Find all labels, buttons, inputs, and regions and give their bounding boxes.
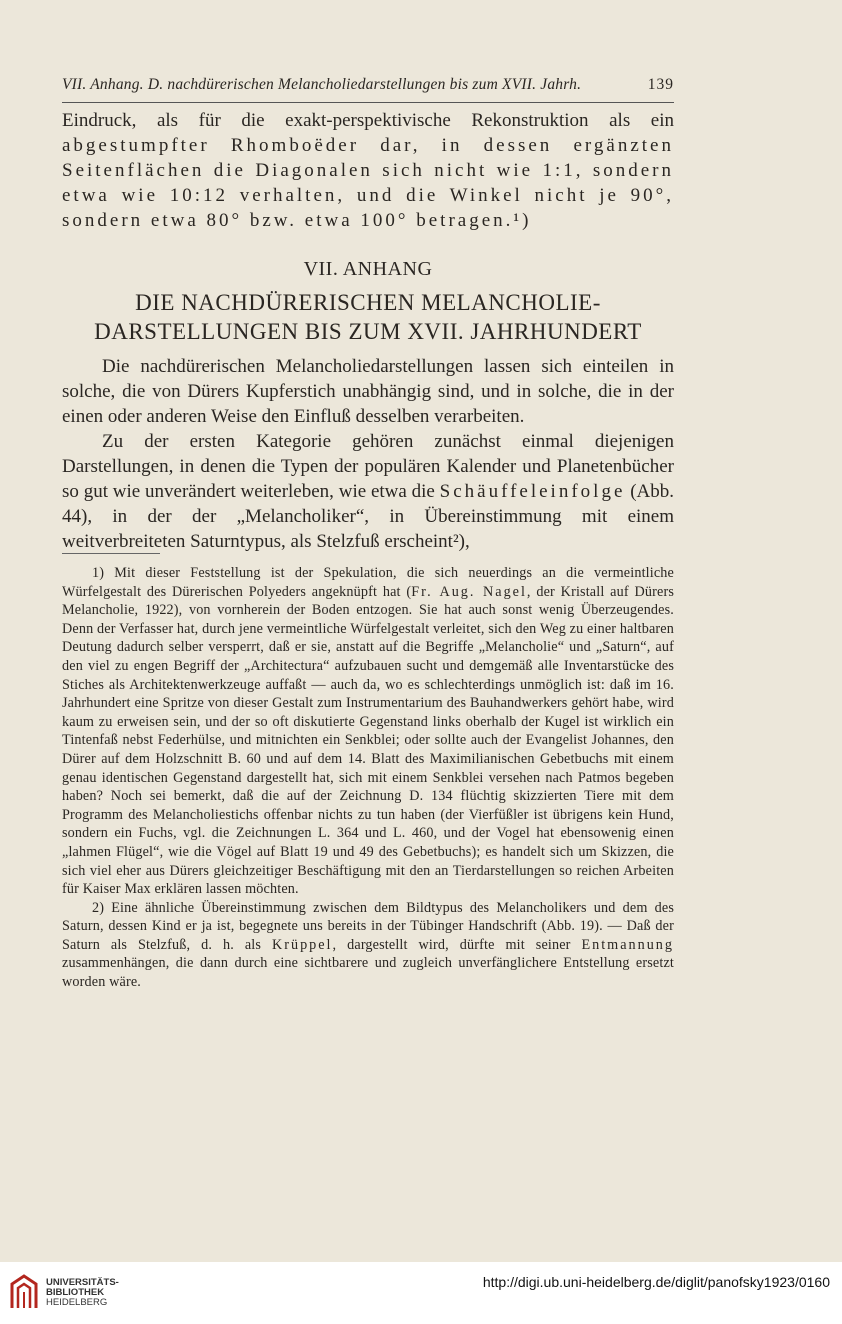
continuation-text: Eindruck, als für die exakt-perspektivische Rekonstruktion als ein [62, 110, 674, 131]
library-logo-text[interactable] [46, 1278, 119, 1308]
section-title [62, 288, 674, 346]
footnote-1-text-b: , der Kristall auf Dürers Melancholie, 1922), von vornherein der Boden entzogen. Sie hat auch sonst wenig Überzeugendes. Denn der Verfasser hat, durch jene vermeintliche Würfelgestalt verleitet, sich den Weg zu einer haltbaren Deutung dadurch selber versperrt, daß er sie, anstatt auf die Begriffe „Melancholie“ und „Saturn“, auf den viel zu engen Begriff der „Architectura“ aufzubauen sucht und demgemäß alle Inventarstücke des Stiches als Architektenwerkzeuge auffaßt — auch da, wo es schlechterdings unmöglich ist: daß im 16. Jahrhundert eine Spritze von dieser Gestalt zum Instrumentarium des Bauhandwerkers gehört habe, wird kaum zu erweisen sein, und der so oft diskutierte Gegenstand links oberhalb der Kugel ist wirklich ein Tintenfaß nebst Federhülse, und mitnichten ein Senkblei; oder sollte auch der Evangelist Johannes, den Dürer auf dem Holzschnitt B. 60 und auf dem 14. Blatt des Maximilianischen Gebetbuchs mit einem genau identischen Gegenstand dargestellt hat, sich mit einem Senkblei versehen nach Patmos begeben haben? Noch sei bemerkt, daß die auf der Zeichnung D. 134 flüchtig skizzierten Tiere mit dem Programm des Melancholiestichs offenbar nichts zu tun haben (der Vierfüßler ist übrigens kein Hund, sondern ein Fuchs, vgl. die Zeichnungen L. 364 und L. 460, und der Vogel hat ebensowenig einen „lahmen Flügel“, wie die Vögel auf Blatt 19 und 49 des Gebetbuchs); es handelt sich um Skizzen, die sich viel eher aus Dürers gleichzeitiger Beschäftigung mit den an Tierdarstellungen so reichen Arbeiten für Kaiser Max erklären lassen möchten. [62, 583, 674, 898]
continuation-paragraph [62, 108, 674, 233]
logo-line-2: BIBLIOTHEK [46, 1287, 105, 1298]
footnote-2 [62, 899, 674, 992]
footnote-1 [62, 564, 674, 899]
section-title-line-2: DARSTELLUNGEN BIS ZUM XVII. JAHRHUNDERT [94, 319, 642, 344]
footnote-2-text-b: , dargestellt wird, dürfte mit seiner [332, 936, 582, 953]
footnote-2-text-a: 2) Eine ähnliche Übereinstimmung zwischen dem Bildtypus des Melancholikers und dem des Saturn, dessen Kind er ja ist, begegnete uns bereits in der Tübinger Handschrift (Abb. 19). — Daß der Saturn als Stelzfuß, d. h. als [62, 899, 674, 953]
paragraph-2-text-a: Zu der ersten Kategorie gehören zunächst einmal diejenigen Darstellungen, in denen die Typen der populären Kalender und Planetenbücher so gut wie unverändert weiterleben, wie etwa die [62, 431, 674, 502]
running-head [62, 76, 674, 94]
section-title-line-1: DIE NACHDÜRERISCHEN MELANCHOLIE- [135, 290, 601, 315]
page-number: 139 [647, 76, 674, 93]
logo-line-3: HEIDELBERG [46, 1297, 108, 1308]
footnote-1-spaced: Fr. Aug. Nagel [411, 583, 527, 600]
paragraph-1: Die nachdürerischen Melancholiedarstellungen lassen sich einteilen in solche, die von Dürers Kupferstich unabhängig sind, und in solche, die in der einen oder anderen Weise den Einfluß desselben verarbeiten. [62, 356, 674, 427]
source-url-link[interactable]: http://digi.ub.uni-heidelberg.de/diglit/panofsky1923/0160 [482, 1274, 830, 1290]
library-logo-icon[interactable] [8, 1272, 40, 1312]
footnote-2-text-c: zusammenhängen, die dann durch eine sichtbarere und zugleich unverfänglichere Entstellung ersetzt worden wäre. [62, 955, 674, 991]
footnote-2-spaced-1: Krüppel [272, 936, 333, 953]
logo-line-1: UNIVERSITÄTS- [46, 1277, 119, 1288]
footnotes [62, 564, 674, 992]
footer-bar [0, 1262, 842, 1324]
continuation-spaced-text: abgestumpfter Rhomboëder dar, in dessen ergänzten Seitenflächen die Diagonalen sich nicht wie 1:1, sondern etwa wie 10:12 verhalten, und die Winkel nicht je 90°, sondern etwa 80° bzw. etwa 100° betragen.¹) [62, 135, 674, 231]
footnote-rule [62, 553, 160, 554]
header-rule [62, 102, 674, 103]
section-heading: VII. ANHANG [303, 258, 433, 280]
paragraph-2 [62, 429, 674, 554]
running-head-title: VII. Anhang. D. nachdürerischen Melancholiedarstellungen bis zum XVII. Jahrh. [62, 76, 582, 93]
paragraph-2-text-b: (Abb. 44), in der der „Melancholiker“, in Übereinstimmung mit einem weitverbreiteten Saturntypus, als Stelzfuß erscheint²), [62, 481, 674, 552]
footnote-1-text-a: 1) Mit dieser Feststellung ist der Spekulation, die sich neuerdings an die vermeintliche Würfelgestalt des Dürerischen Polyeders angeknüpft hat ( [62, 565, 674, 600]
paragraph-2-spaced: Schäuffeleinfolge [439, 481, 626, 502]
main-text [62, 108, 674, 554]
footnote-2-spaced-2: Entmannung [581, 936, 674, 953]
